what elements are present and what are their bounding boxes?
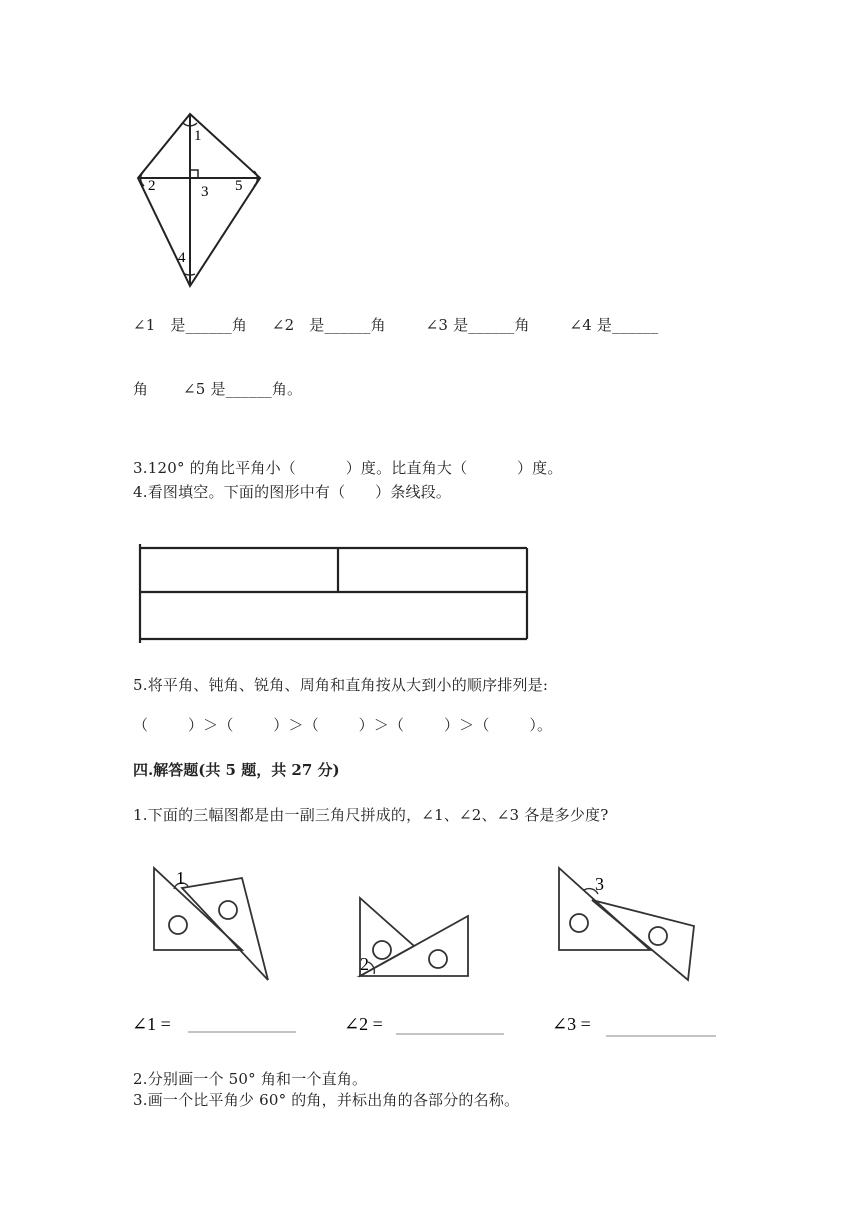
figure-1-angle-label: 1 xyxy=(176,868,185,888)
section4-question-2: 2.分别画一个 50° 角和一个直角。 xyxy=(133,1070,368,1088)
kite-label-2: 2 xyxy=(148,178,156,194)
figure-2-angle-label: 2 xyxy=(360,954,369,974)
triangle-figure-1 xyxy=(130,858,310,1043)
kite-question-line2: 角 ∠5 是______角。 xyxy=(133,380,303,398)
question-5-answer: （ ）＞（ ）＞（ ）＞（ ）＞（ ）。 xyxy=(133,716,553,734)
question-4: 4.看图填空。下面的图形中有（ ）条线段。 xyxy=(133,483,452,501)
question-3: 3.120° 的角比平角小（ ）度。比直角大（ ）度。 xyxy=(133,459,563,477)
section-title: 四.解答题(共 5 题，共 27 分) xyxy=(133,761,340,779)
kite-label-5: 5 xyxy=(235,178,243,194)
figure-3-answer-label: ∠3 = xyxy=(552,1014,591,1034)
segment-figure xyxy=(136,542,532,646)
figure-1-answer-label: ∠1 = xyxy=(132,1014,171,1034)
figure-3-angle-label: 3 xyxy=(595,874,604,894)
section4-question-1: 1.下面的三幅图都是由一副三角尺拼成的，∠1、∠2、∠3 各是多少度? xyxy=(133,806,609,824)
kite-figure xyxy=(130,108,270,293)
kite-label-1: 1 xyxy=(194,128,202,144)
section4-question-3: 3.画一个比平角少 60° 的角，并标出角的各部分的名称。 xyxy=(133,1091,520,1109)
question-5: 5.将平角、钝角、锐角、周角和直角按从大到小的顺序排列是: xyxy=(133,676,549,694)
kite-question-line1: ∠1 是______角 ∠2 是______角 ∠3 是______角 ∠4 是______ xyxy=(133,316,659,334)
figure-2-answer-label: ∠2 = xyxy=(344,1014,383,1034)
kite-label-4: 4 xyxy=(178,250,186,266)
triangle-figure-3 xyxy=(550,858,730,1043)
kite-label-3: 3 xyxy=(201,184,209,200)
triangle-figure-2 xyxy=(340,858,520,1043)
